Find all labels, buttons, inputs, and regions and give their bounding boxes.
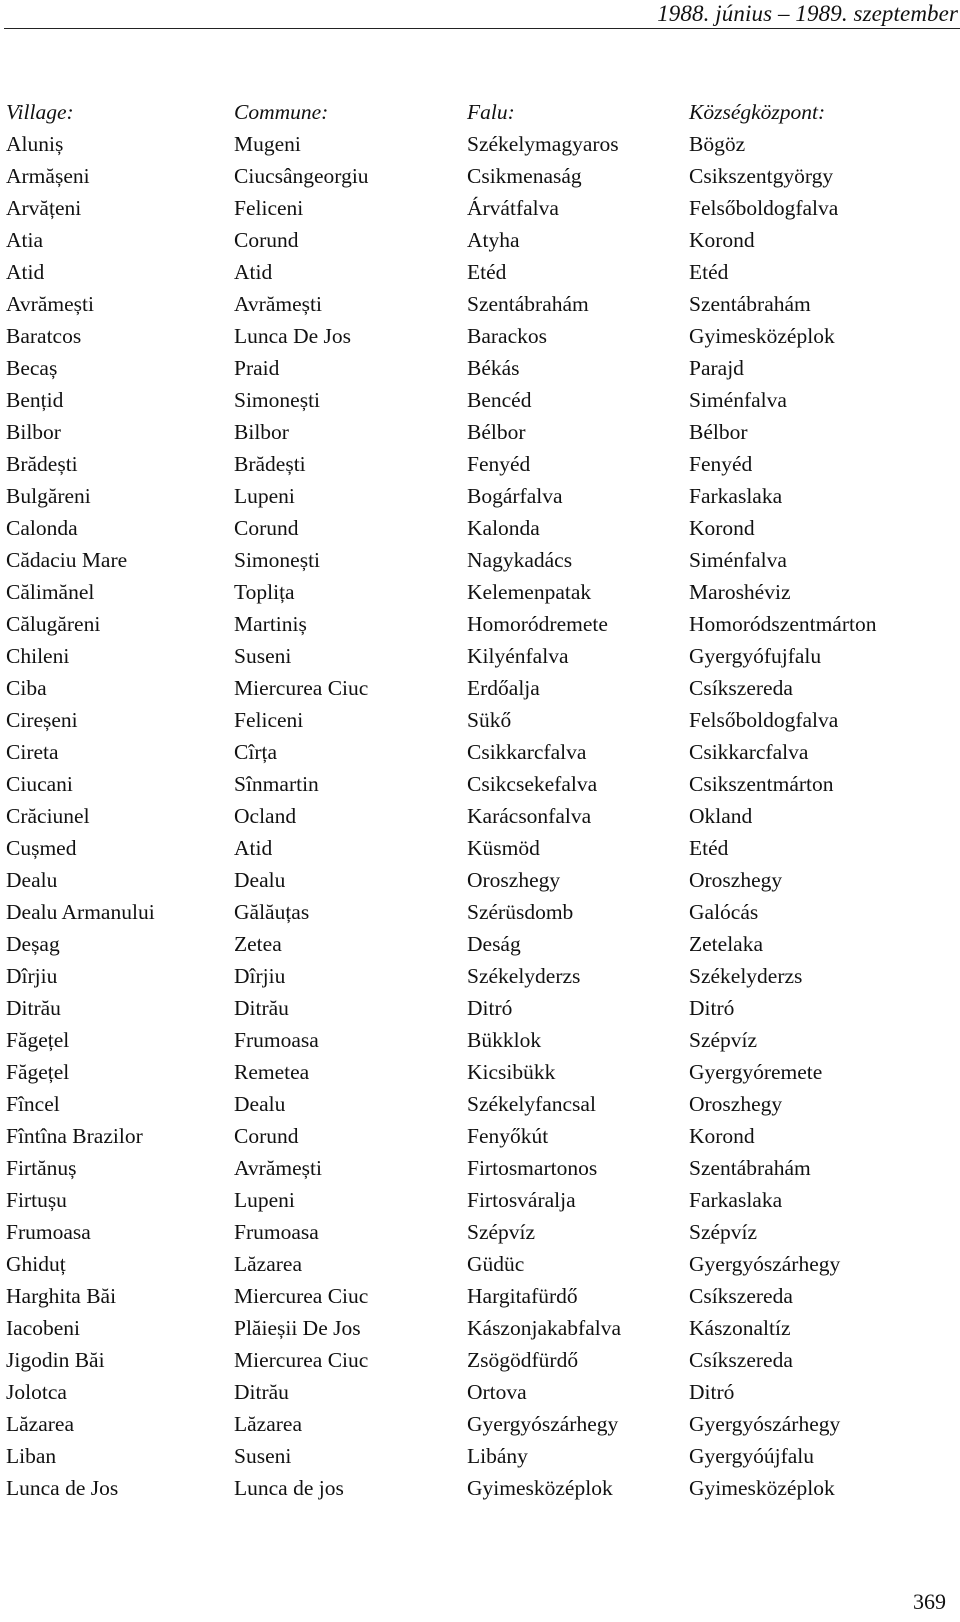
cell-commune: Lăzarea xyxy=(234,1412,303,1436)
cell-commune: Ditrău xyxy=(234,996,289,1020)
cell-kozsegkozpont: Maroshéviz xyxy=(689,580,791,604)
table-row xyxy=(6,608,936,640)
table-row xyxy=(6,928,936,960)
cell-falu: Firtosmartonos xyxy=(467,1156,598,1180)
cell-village: Călimănel xyxy=(6,580,95,604)
cell-village: Harghita Băi xyxy=(6,1284,117,1308)
cell-commune: Dealu xyxy=(234,1092,286,1116)
table-row xyxy=(6,288,936,320)
cell-kozsegkozpont: Szentábrahám xyxy=(689,292,811,316)
cell-falu: Homoródremete xyxy=(467,612,608,636)
table-row xyxy=(6,480,936,512)
cell-commune: Avrămești xyxy=(234,292,322,316)
cell-village: Iacobeni xyxy=(6,1316,81,1340)
cell-village: Crăciunel xyxy=(6,804,90,828)
cell-village: Călugăreni xyxy=(6,612,101,636)
table-row xyxy=(6,896,936,928)
cell-village: Ciba xyxy=(6,676,47,700)
cell-commune: Avrămești xyxy=(234,1156,322,1180)
cell-village: Atid xyxy=(6,260,45,284)
cell-commune: Corund xyxy=(234,228,299,252)
cell-village: Arvățeni xyxy=(6,196,82,220)
cell-village: Jolotca xyxy=(6,1380,67,1404)
cell-falu: Székelyderzs xyxy=(467,964,581,988)
cell-commune: Corund xyxy=(234,1124,299,1148)
table-row xyxy=(6,512,936,544)
cell-village: Bențid xyxy=(6,388,64,412)
cell-kozsegkozpont: Gyergyófujfalu xyxy=(689,644,822,668)
cell-commune: Lupeni xyxy=(234,484,295,508)
column-header-commune: Commune: xyxy=(234,100,329,124)
cell-kozsegkozpont: Gyimesközéplok xyxy=(689,324,835,348)
cell-falu: Békás xyxy=(467,356,520,380)
cell-village: Ciucani xyxy=(6,772,73,796)
cell-kozsegkozpont: Gyergyószárhegy xyxy=(689,1252,841,1276)
table-row xyxy=(6,1216,936,1248)
cell-kozsegkozpont: Gyergyóújfalu xyxy=(689,1444,814,1468)
cell-falu: Karácsonfalva xyxy=(467,804,592,828)
cell-falu: Csikmenaság xyxy=(467,164,582,188)
cell-commune: Toplița xyxy=(234,580,295,604)
cell-falu: Barackos xyxy=(467,324,547,348)
cell-falu: Firtosváralja xyxy=(467,1188,576,1212)
cell-falu: Etéd xyxy=(467,260,507,284)
cell-commune: Feliceni xyxy=(234,196,304,220)
table-row xyxy=(6,192,936,224)
cell-village: Calonda xyxy=(6,516,78,540)
cell-village: Fîncel xyxy=(6,1092,60,1116)
cell-kozsegkozpont: Bögöz xyxy=(689,132,746,156)
table-row xyxy=(6,1344,936,1376)
cell-village: Cireta xyxy=(6,740,59,764)
cell-kozsegkozpont: Csikszentgyörgy xyxy=(689,164,834,188)
cell-falu: Kelemenpatak xyxy=(467,580,592,604)
cell-falu: Kicsibükk xyxy=(467,1060,556,1084)
cell-falu: Deság xyxy=(467,932,521,956)
cell-village: Chileni xyxy=(6,644,70,668)
cell-kozsegkozpont: Oroszhegy xyxy=(689,868,783,892)
cell-kozsegkozpont: Homoródszentmárton xyxy=(689,612,877,636)
cell-village: Frumoasa xyxy=(6,1220,91,1244)
table-row xyxy=(6,320,936,352)
cell-commune: Corund xyxy=(234,516,299,540)
header-date-range: 1988. június – 1989. szeptember xyxy=(657,1,958,26)
cell-kozsegkozpont: Etéd xyxy=(689,836,729,860)
cell-commune: Mugeni xyxy=(234,132,301,156)
cell-falu: Küsmöd xyxy=(467,836,540,860)
cell-kozsegkozpont: Felsőboldogfalva xyxy=(689,196,839,220)
cell-falu: Bencéd xyxy=(467,388,532,412)
cell-kozsegkozpont: Gyergyószárhegy xyxy=(689,1412,841,1436)
cell-village: Cădaciu Mare xyxy=(6,548,128,572)
cell-falu: Szentábrahám xyxy=(467,292,589,316)
cell-village: Bulgăreni xyxy=(6,484,91,508)
cell-kozsegkozpont: Felsőboldogfalva xyxy=(689,708,839,732)
cell-falu: Kalonda xyxy=(467,516,540,540)
table-row xyxy=(6,256,936,288)
cell-commune: Gălăuțas xyxy=(234,900,310,924)
cell-falu: Sükő xyxy=(467,708,512,732)
cell-falu: Gyimesközéplok xyxy=(467,1476,613,1500)
column-header-falu: Falu: xyxy=(467,100,515,124)
running-header xyxy=(0,0,960,30)
cell-commune: Dîrjiu xyxy=(234,964,286,988)
table-row xyxy=(6,832,936,864)
cell-falu: Fenyéd xyxy=(467,452,531,476)
cell-falu: Ditró xyxy=(467,996,513,1020)
cell-kozsegkozpont: Korond xyxy=(689,516,755,540)
table-row xyxy=(6,1472,936,1504)
cell-commune: Zetea xyxy=(234,932,282,956)
table-row xyxy=(6,1440,936,1472)
column-header-kozsegkozpont: Községközpont: xyxy=(689,100,826,124)
table-row xyxy=(6,736,936,768)
cell-village: Armășeni xyxy=(6,164,90,188)
table-row xyxy=(6,992,936,1024)
cell-falu: Bükklok xyxy=(467,1028,542,1052)
cell-kozsegkozpont: Korond xyxy=(689,1124,755,1148)
cell-falu: Csikkarcfalva xyxy=(467,740,587,764)
cell-kozsegkozpont: Csíkszereda xyxy=(689,676,793,700)
table-header-row xyxy=(6,96,936,128)
cell-village: Firtănuș xyxy=(6,1156,77,1180)
cell-village: Făgețel xyxy=(6,1060,70,1084)
cell-falu: Fenyőkút xyxy=(467,1124,549,1148)
cell-commune: Lupeni xyxy=(234,1188,295,1212)
cell-kozsegkozpont: Csíkszereda xyxy=(689,1284,793,1308)
cell-kozsegkozpont: Fenyéd xyxy=(689,452,753,476)
cell-kozsegkozpont: Siménfalva xyxy=(689,548,787,572)
table-row xyxy=(6,960,936,992)
cell-kozsegkozpont: Galócás xyxy=(689,900,759,924)
cell-commune: Ciucsângeorgiu xyxy=(234,164,369,188)
cell-commune: Remetea xyxy=(234,1060,310,1084)
table-row xyxy=(6,1056,936,1088)
table-row xyxy=(6,576,936,608)
column-header-village: Village: xyxy=(6,100,74,124)
table-row xyxy=(6,1184,936,1216)
cell-commune: Atid xyxy=(234,836,273,860)
cell-commune: Atid xyxy=(234,260,273,284)
cell-commune: Lăzarea xyxy=(234,1252,303,1276)
cell-village: Atia xyxy=(6,228,44,252)
table-row xyxy=(6,1152,936,1184)
cell-kozsegkozpont: Szépvíz xyxy=(689,1220,758,1244)
cell-kozsegkozpont: Korond xyxy=(689,228,755,252)
table-row xyxy=(6,800,936,832)
cell-falu: Ortova xyxy=(467,1380,527,1404)
cell-commune: Miercurea Ciuc xyxy=(234,1348,369,1372)
cell-kozsegkozpont: Székelyderzs xyxy=(689,964,803,988)
cell-village: Fîntîna Brazilor xyxy=(6,1124,143,1148)
cell-village: Lăzarea xyxy=(6,1412,75,1436)
table-row xyxy=(6,1120,936,1152)
cell-falu: Oroszhegy xyxy=(467,868,561,892)
table-row xyxy=(6,640,936,672)
cell-village: Firtușu xyxy=(6,1188,67,1212)
cell-village: Lunca de Jos xyxy=(6,1476,119,1500)
cell-kozsegkozpont: Csikkarcfalva xyxy=(689,740,809,764)
cell-village: Cușmed xyxy=(6,836,77,860)
cell-kozsegkozpont: Kászonaltíz xyxy=(689,1316,791,1340)
table-row xyxy=(6,352,936,384)
cell-kozsegkozpont: Szentábrahám xyxy=(689,1156,811,1180)
cell-kozsegkozpont: Ditró xyxy=(689,1380,735,1404)
cell-falu: Székelyfancsal xyxy=(467,1092,596,1116)
table-row xyxy=(6,672,936,704)
cell-village: Jigodin Băi xyxy=(6,1348,105,1372)
cell-village: Făgețel xyxy=(6,1028,70,1052)
cell-commune: Praid xyxy=(234,356,280,380)
cell-commune: Bilbor xyxy=(234,420,289,444)
table-row xyxy=(6,1248,936,1280)
cell-village: Bilbor xyxy=(6,420,61,444)
table-row xyxy=(6,1280,936,1312)
cell-village: Aluniș xyxy=(6,132,64,156)
cell-kozsegkozpont: Gyimesközéplok xyxy=(689,1476,835,1500)
table-body xyxy=(6,128,936,1504)
cell-commune: Martiniș xyxy=(234,612,307,636)
cell-commune: Frumoasa xyxy=(234,1220,319,1244)
cell-kozsegkozpont: Siménfalva xyxy=(689,388,787,412)
cell-falu: Nagykadács xyxy=(467,548,573,572)
cell-commune: Suseni xyxy=(234,1444,292,1468)
cell-village: Dealu Armanului xyxy=(6,900,155,924)
table-row xyxy=(6,448,936,480)
cell-falu: Erdőalja xyxy=(467,676,540,700)
cell-falu: Szépvíz xyxy=(467,1220,536,1244)
cell-village: Ghiduț xyxy=(6,1252,66,1276)
cell-falu: Zsögödfürdő xyxy=(467,1348,579,1372)
cell-kozsegkozpont: Okland xyxy=(689,804,753,828)
table-row xyxy=(6,1088,936,1120)
cell-falu: Hargitafürdő xyxy=(467,1284,578,1308)
cell-falu: Kilyénfalva xyxy=(467,644,569,668)
cell-kozsegkozpont: Gyergyóremete xyxy=(689,1060,823,1084)
table-row xyxy=(6,1376,936,1408)
cell-commune: Simonești xyxy=(234,388,321,412)
cell-commune: Plăieșii De Jos xyxy=(234,1316,361,1340)
cell-village: Cireșeni xyxy=(6,708,78,732)
cell-commune: Cîrța xyxy=(234,740,277,764)
table-row xyxy=(6,160,936,192)
table-row xyxy=(6,224,936,256)
cell-village: Baratcos xyxy=(6,324,82,348)
cell-falu: Csikcsekefalva xyxy=(467,772,598,796)
cell-village: Liban xyxy=(6,1444,57,1468)
table-row xyxy=(6,128,936,160)
cell-commune: Ocland xyxy=(234,804,297,828)
cell-falu: Gyergyószárhegy xyxy=(467,1412,619,1436)
cell-commune: Ditrău xyxy=(234,1380,289,1404)
cell-village: Ditrău xyxy=(6,996,61,1020)
cell-kozsegkozpont: Farkaslaka xyxy=(689,484,783,508)
cell-falu: Bélbor xyxy=(467,420,526,444)
cell-commune: Frumoasa xyxy=(234,1028,319,1052)
table-row xyxy=(6,416,936,448)
cell-kozsegkozpont: Parajd xyxy=(689,356,744,380)
cell-village: Avrămești xyxy=(6,292,94,316)
cell-falu: Güdüc xyxy=(467,1252,525,1276)
cell-commune: Miercurea Ciuc xyxy=(234,676,369,700)
cell-falu: Szérüsdomb xyxy=(467,900,574,924)
cell-falu: Árvátfalva xyxy=(467,196,559,220)
cell-commune: Miercurea Ciuc xyxy=(234,1284,369,1308)
table-row xyxy=(6,768,936,800)
cell-kozsegkozpont: Zetelaka xyxy=(689,932,764,956)
cell-kozsegkozpont: Bélbor xyxy=(689,420,748,444)
table-row xyxy=(6,1312,936,1344)
cell-commune: Sînmartin xyxy=(234,772,319,796)
village-commune-table xyxy=(6,96,936,1504)
page-number: 369 xyxy=(913,1589,946,1614)
cell-commune: Dealu xyxy=(234,868,286,892)
cell-commune: Brădești xyxy=(234,452,306,476)
cell-village: Brădești xyxy=(6,452,78,476)
cell-commune: Feliceni xyxy=(234,708,304,732)
cell-falu: Székelymagyaros xyxy=(467,132,619,156)
cell-falu: Bogárfalva xyxy=(467,484,563,508)
cell-falu: Kászonjakabfalva xyxy=(467,1316,622,1340)
cell-kozsegkozpont: Csikszentmárton xyxy=(689,772,834,796)
table-row xyxy=(6,1408,936,1440)
cell-kozsegkozpont: Oroszhegy xyxy=(689,1092,783,1116)
cell-kozsegkozpont: Ditró xyxy=(689,996,735,1020)
cell-commune: Simonești xyxy=(234,548,321,572)
cell-village: Becaș xyxy=(6,356,58,380)
cell-commune: Suseni xyxy=(234,644,292,668)
table-row xyxy=(6,864,936,896)
table-row xyxy=(6,704,936,736)
cell-kozsegkozpont: Szépvíz xyxy=(689,1028,758,1052)
cell-kozsegkozpont: Farkaslaka xyxy=(689,1188,783,1212)
cell-village: Dealu xyxy=(6,868,58,892)
cell-commune: Lunca De Jos xyxy=(234,324,352,348)
table-row xyxy=(6,1024,936,1056)
cell-kozsegkozpont: Etéd xyxy=(689,260,729,284)
header-rule xyxy=(4,28,960,29)
cell-falu: Libány xyxy=(467,1444,528,1468)
table-row xyxy=(6,544,936,576)
cell-falu: Atyha xyxy=(467,228,520,252)
table-row xyxy=(6,384,936,416)
cell-kozsegkozpont: Csíkszereda xyxy=(689,1348,793,1372)
cell-village: Dîrjiu xyxy=(6,964,58,988)
cell-commune: Lunca de jos xyxy=(234,1476,344,1500)
cell-village: Deșag xyxy=(6,932,60,956)
